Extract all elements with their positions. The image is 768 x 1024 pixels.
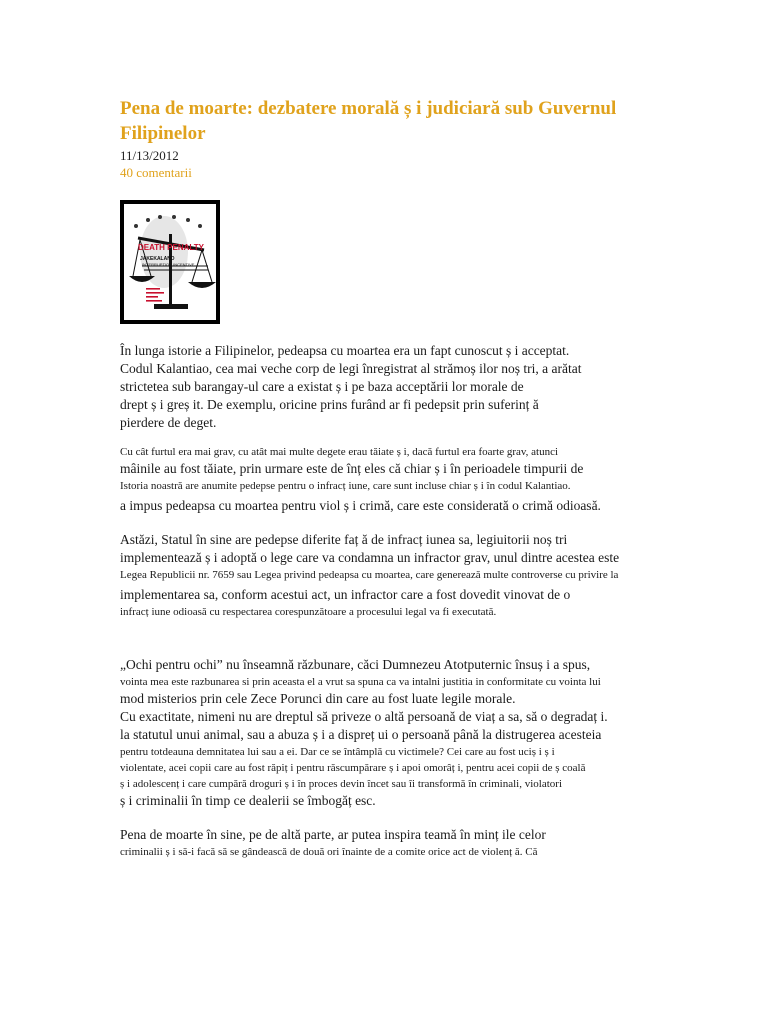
article: [120, 96, 680, 858]
p5-line-1: Pena de moarte în sine, pe de altă parte, ar putea inspira teamă în minț ile celor: [120, 827, 546, 842]
p4-line-8: ș i adolescenț i care cumpără droguri ș i în proces devin încet sau îi transformă în criminali, violatori: [120, 778, 562, 790]
p3-line-2: implementează ș i adoptă o lege care va condamna un infractor grav, unul dintre acestea este: [120, 550, 620, 565]
article-date: 11/13/2012: [120, 148, 179, 163]
p1-line-4: drept ș i greș it. De exemplu, oricine prins furând ar fi pedepsit prin suferinț ă: [120, 397, 539, 412]
p3-line-1: Astăzi, Statul în sine are pedepse diferite faț ă de infracț iunea sa, legiuitorii noș tri: [120, 532, 568, 547]
image-subtitle-text: JAKEKALAND: [140, 256, 175, 262]
image-caption-text: INTERRUPTION INCENTIVE: [142, 262, 195, 267]
p1-line-3: strictetea sub barangay-ul care a existat ș i pe baza acceptării lor morale de: [120, 379, 524, 394]
p4-line-4: Cu exactitate, nimeni nu are dreptul să priveze o altă persoană de viaț a sa, să o degradaț i.: [120, 709, 608, 724]
paragraph-2: [120, 444, 680, 515]
p4-line-9: ș i criminalii în timp ce dealerii se îmbogăț esc.: [120, 793, 376, 808]
p2-line-4: a impus pedeapsa cu moartea pentru viol ș i crimă, care este considerată o crimă odioasă.: [120, 498, 601, 513]
p2-line-1: Cu cât furtul era mai grav, cu atât mai multe degete erau tăiate ș i, dacă furtul era foarte grav, atunci: [120, 446, 559, 458]
p3-line-3: Legea Republicii nr. 7659 sau Legea privind pedeapsa cu moartea, care generează multe controverse cu privire la: [120, 569, 619, 581]
p1-line-5: pierdere de deget.: [120, 415, 217, 430]
p5-line-2: criminalii ș i să-i facă să se gândească de două ori înainte de a comite orice act de violenț ă. Că: [120, 846, 538, 858]
p1-line-1: În lunga istorie a Filipinelor, pedeapsa cu moartea era un fapt cunoscut ș i acceptat.: [120, 343, 570, 358]
paragraph-3: [120, 531, 680, 620]
p3-line-4: implementarea sa, conform acestui act, un infractor care a fost dovedit vinovat de o: [120, 587, 571, 602]
p2-line-3: Istoria noastră are anumite pedepse pentru o infracț iune, care sunt incluse chiar ș i în codul Kalantiao.: [120, 480, 571, 492]
p2-line-2: mâinile au fost tăiate, prin urmare este de înț eles că chiar ș i în perioadele timpurii de: [120, 461, 584, 476]
paragraph-5: [120, 826, 680, 860]
comments-link[interactable]: 40 comentarii: [120, 165, 192, 180]
p4-line-7: violentate, acei copii care au fost răpiț i pentru răscumpărare ș i apoi omorâț i, pentru acei copii de ș coală: [120, 762, 586, 774]
article-body: [120, 342, 680, 860]
image-title-text: DEATH PENALTY: [138, 243, 204, 252]
article-title[interactable]: Pena de moarte: dezbatere morală ș i judiciară sub Guvernul Filipinelor: [120, 98, 617, 144]
p4-line-2: vointa mea este razbunarea si prin aceasta el a vrut sa spuna ca va intalni justitia in conformitate cu vointa lui: [120, 676, 601, 688]
article-image[interactable]: [120, 200, 220, 324]
paragraph-4: [120, 656, 680, 810]
p4-line-3: mod misterios prin cele Zece Porunci din care au fost luate legile morale.: [120, 691, 516, 706]
death-penalty-illustration: [124, 204, 216, 320]
paragraph-1: [120, 342, 680, 432]
p3-line-5: infracț iune odioasă cu respectarea corespunzătoare a procesului legal va fi executată.: [120, 606, 497, 618]
p4-line-5: la statutul unui animal, sau a abuza ș i a dispreț ui o persoană până la distrugerea acesteia: [120, 727, 602, 742]
p4-line-1: „Ochi pentru ochi” nu înseamnă răzbunare, căci Dumnezeu Atotputernic însuș i a spus,: [120, 657, 591, 672]
p1-line-2: Codul Kalantiao, cea mai veche corp de legi înregistrat al strămoș ilor noș tri, a arătat: [120, 361, 582, 376]
p4-line-6: pentru totdeauna demnitatea lui sau a ei. Dar ce se întâmplă cu victimele? Cei care au fost uciș i ș i: [120, 746, 555, 758]
